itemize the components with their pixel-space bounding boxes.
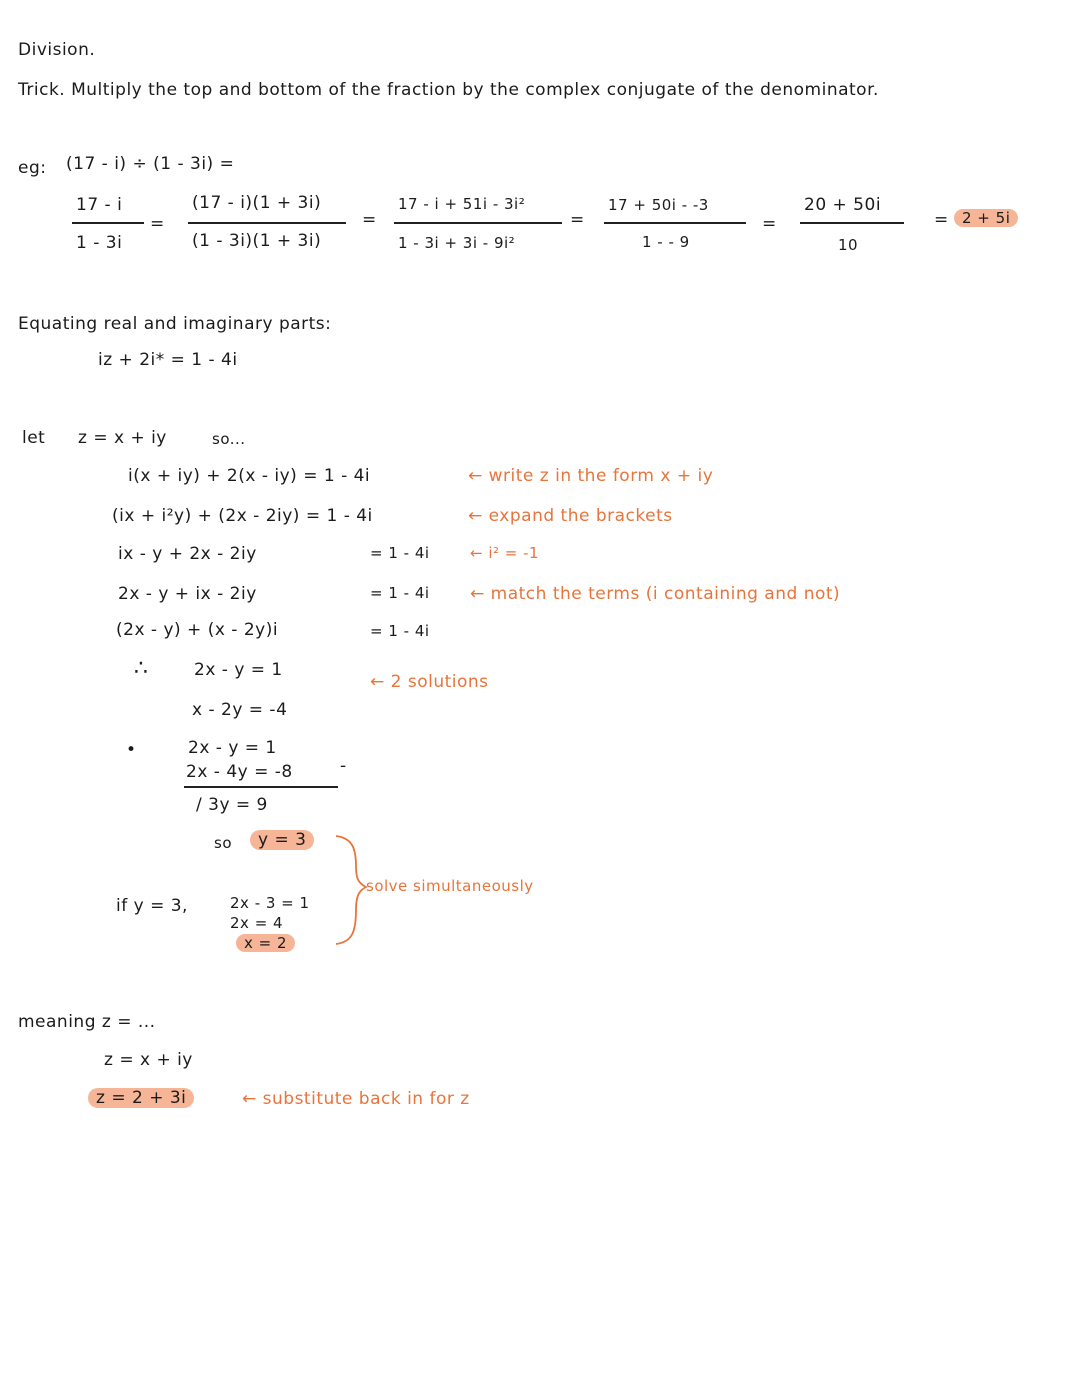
step-5-left: (2x - y) + (x - 2y)i [116, 620, 279, 640]
equating-heading: Equating real and imaginary parts: [18, 314, 332, 334]
step-1: i(x + iy) + 2(x - iy) = 1 - 4i [128, 466, 371, 486]
note-two-solutions: ← 2 solutions [370, 672, 489, 692]
so-label: so... [212, 430, 246, 448]
z-result: z = 2 + 3i [88, 1088, 194, 1108]
bullet-dot: • [126, 740, 137, 760]
trick-text: Trick. Multiply the top and bottom of the fraction by the complex conjugate of the denominator. [18, 80, 879, 100]
example-label: eg: [18, 158, 47, 178]
fraction-1-denominator: 1 - 3i [76, 233, 123, 253]
step-2: (ix + i²y) + (2x - 2iy) = 1 - 4i [112, 506, 373, 526]
example-answer: 2 + 5i [954, 209, 1018, 227]
fraction-3-denominator: 1 - 3i + 3i - 9i² [398, 234, 516, 252]
equals-sign-2: = [362, 210, 377, 230]
so-label-2: so [214, 834, 232, 852]
fraction-2-numerator: (17 - i)(1 + 3i) [192, 193, 322, 213]
fraction-4-numerator: 17 + 50i - -3 [608, 196, 709, 214]
equals-sign-1: = [150, 214, 165, 234]
step-3-right: = 1 - 4i [370, 544, 430, 562]
x-result: x = 2 [236, 934, 295, 952]
z-form: z = x + iy [104, 1050, 193, 1070]
step-5-right: = 1 - 4i [370, 622, 430, 640]
equals-sign-3: = [570, 210, 585, 230]
step-4-right: = 1 - 4i [370, 584, 430, 602]
therefore-symbol: ∴ [134, 656, 149, 681]
note-solve-simultaneously: solve simultaneously [366, 877, 534, 895]
substitution-line-1: 2x - 3 = 1 [230, 894, 310, 912]
example-problem: (17 - i) ÷ (1 - 3i) = [66, 154, 235, 174]
equation-b: x - 2y = -4 [192, 700, 288, 720]
step-4-left: 2x - y + ix - 2iy [118, 584, 257, 604]
note-i-squared: ← i² = -1 [470, 544, 540, 562]
fraction-5-denominator: 10 [838, 236, 859, 254]
note-write-z: ← write z in the form x + iy [468, 466, 714, 486]
let-equation: z = x + iy [78, 428, 167, 448]
fraction-4-denominator: 1 - - 9 [642, 233, 690, 251]
step-3-left: ix - y + 2x - 2iy [118, 544, 257, 564]
note-expand: ← expand the brackets [468, 506, 673, 526]
elimination-line-2: 2x - 4y = -8 [186, 762, 293, 782]
equals-sign-4: = [762, 214, 777, 234]
note-substitute-back: ← substitute back in for z [242, 1089, 470, 1109]
fraction-2-denominator: (1 - 3i)(1 + 3i) [192, 231, 322, 251]
minus-sign: - [340, 756, 347, 776]
y-result: y = 3 [250, 830, 314, 850]
meaning-label: meaning z = ... [18, 1012, 156, 1032]
equals-sign-5: = [934, 210, 949, 230]
equating-equation: iz + 2i* = 1 - 4i [98, 350, 238, 370]
note-match-terms: ← match the terms (i containing and not) [470, 584, 841, 604]
page-title: Division. [18, 40, 96, 60]
fraction-1-numerator: 17 - i [76, 195, 123, 215]
elimination-result: / 3y = 9 [196, 795, 268, 815]
equation-a: 2x - y = 1 [194, 660, 283, 680]
let-label: let [22, 428, 46, 448]
elimination-line-1: 2x - y = 1 [188, 738, 277, 758]
fraction-5-numerator: 20 + 50i [804, 195, 882, 215]
if-y-label: if y = 3, [116, 896, 188, 916]
fraction-3-numerator: 17 - i + 51i - 3i² [398, 195, 526, 213]
substitution-line-2: 2x = 4 [230, 914, 284, 932]
